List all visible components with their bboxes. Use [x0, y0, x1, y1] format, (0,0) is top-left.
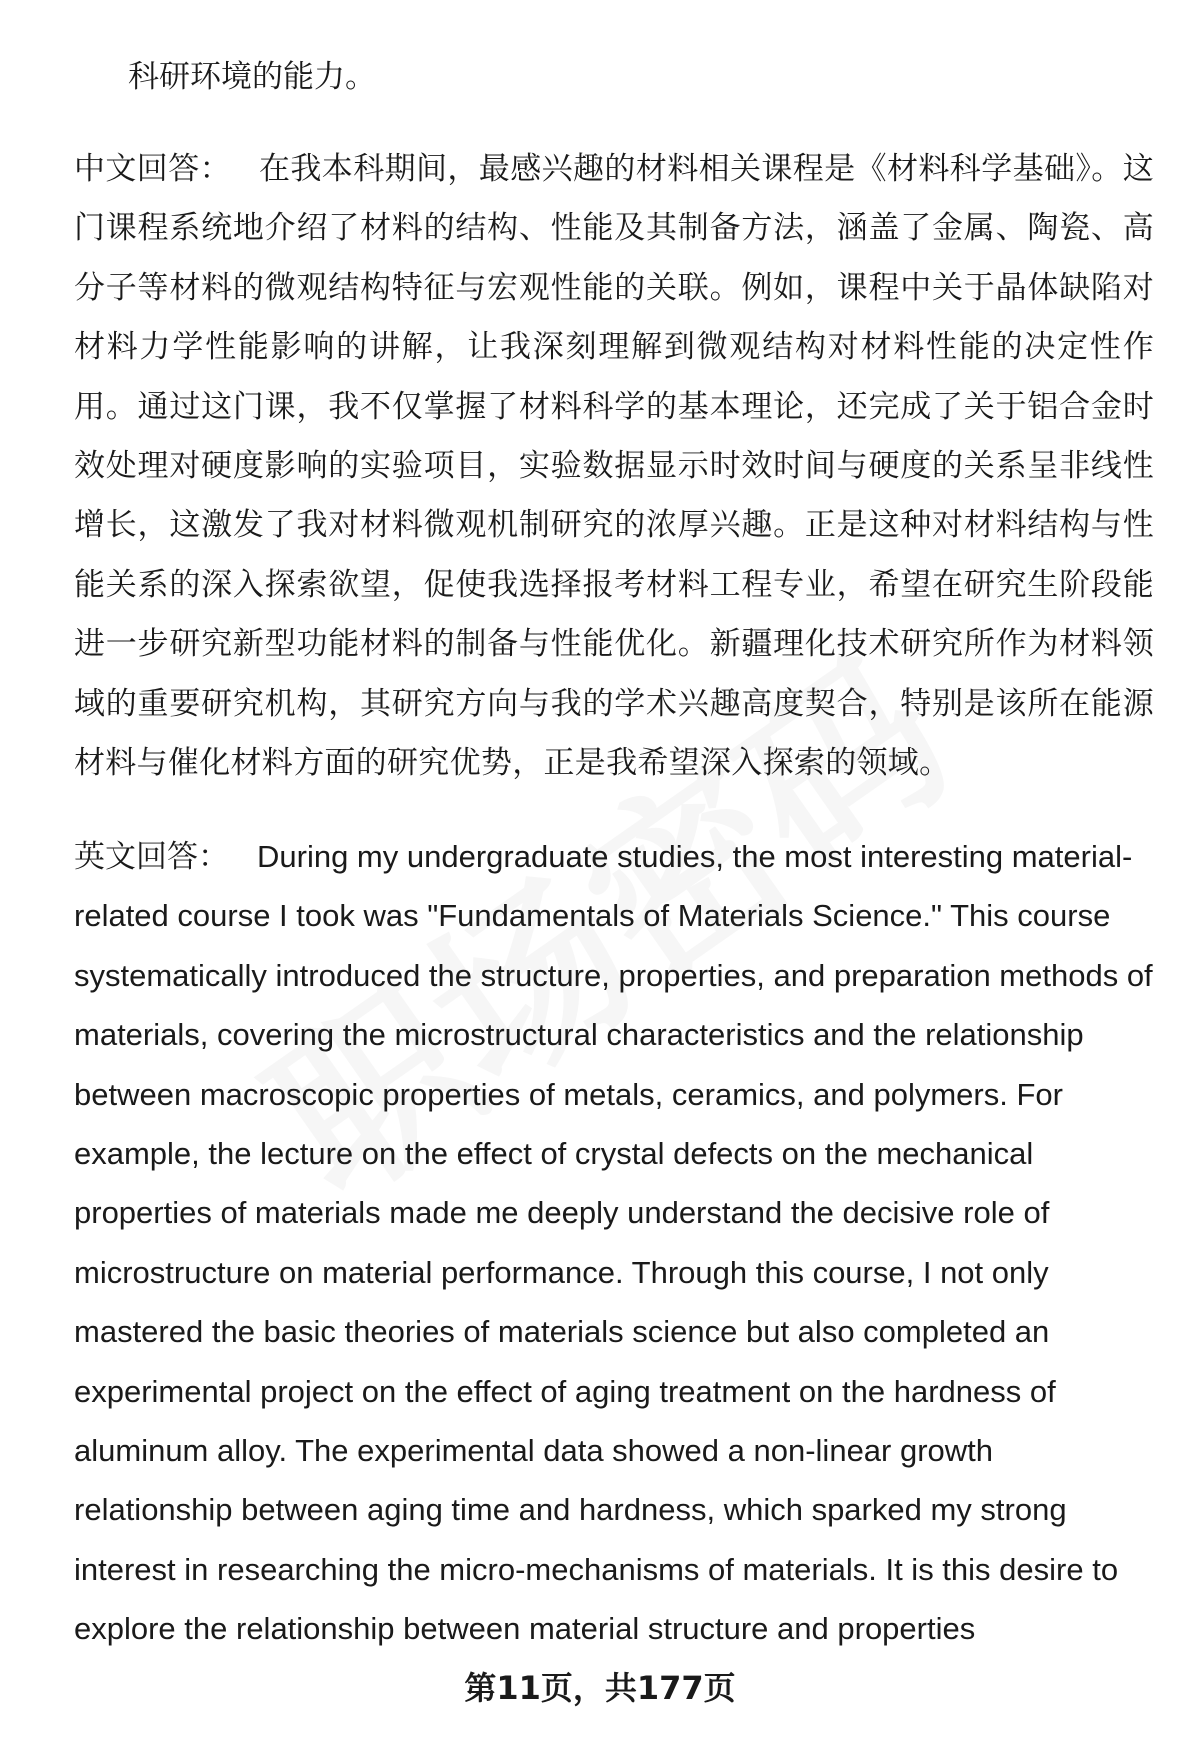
chinese-answer-text: 在我本科期间，最感兴趣的材料相关课程是《材料科学基础》。这门课程系统地介绍了材料的结构、性能及其制备方法，涵盖了金属、陶瓷、高分子等材料的微观结构特征与宏观性能的关联。例如，课程中关于晶体缺陷对材料力学性能影响的讲解，让我深刻理解到微观结构对材料性能的决定性作用。通过这门课，我不仅掌握了材料科学的基本理论，还完成了关于铝合金时效处理对硬度影响的实验项目，实验数据显示时效时间与硬度的关系呈非线性增长，这激发了我对材料微观机制研究的浓厚兴趣。正是这种对材料结构与性能关系的深入探索欲望，促使我选择报考材料工程专业，希望在研究生阶段能进一步研究新型功能材料的制备与性能优化。新疆理化技术研究所作为材料领域的重要研究机构，其研究方向与我的学术兴趣高度契合，特别是该所在能源材料与催化材料方面的研究优势，正是我希望深入探索的领域。: [74, 151, 1154, 782]
chinese-answer-paragraph: [74, 140, 1154, 793]
page-number-footer: 第11页，共177页: [464, 1669, 736, 1707]
english-answer-label: 英文回答：: [74, 839, 229, 874]
chinese-answer-label: 中文回答：: [74, 151, 231, 187]
english-answer-paragraph: [74, 827, 1154, 1659]
english-answer-text: During my undergraduate studies, the most interesting material-related course I took was "Fundamentals of Materials Science." This course systematically introduced the structure, properties, and preparation methods of materials, covering the microstructural characteristics and the relationship between macroscopic properties of metals, ceramics, and polymers. For example, the lecture on the effect of crystal defects on the mechanical properties of materials made me deeply understand the decisive role of microstructure on material performance. Through this course, I not only mastered the basic theories of materials science but also completed an experimental project on the effect of aging treatment on the hardness of aluminum alloy. The experimental data showed a non-linear growth relationship between aging time and hardness, which sparked my strong interest in researching the micro-mechanisms of materials. It is this desire to explore the relationship between material structure and properties: [74, 839, 1153, 1647]
intro-line: 科研环境的能力。: [128, 59, 376, 95]
